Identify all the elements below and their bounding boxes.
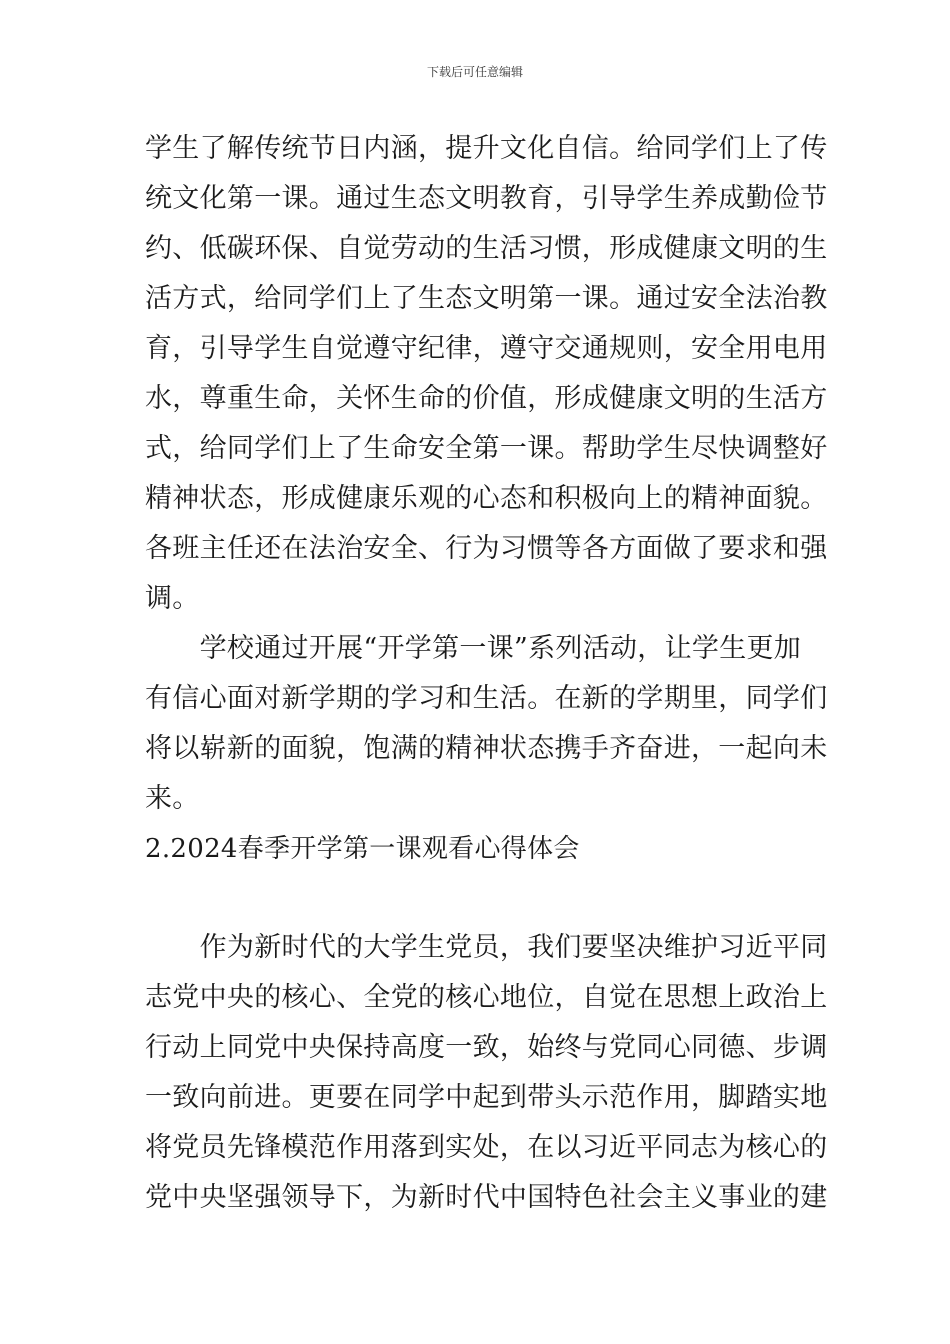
text-line: 将以崭新的面貌，饱满的精神状态携手齐奋进，一起向未 xyxy=(145,733,828,764)
text-line: 各班主任还在法治安全、行为习惯等各方面做了要求和强 xyxy=(145,533,828,564)
text-line: 有信心面对新学期的学习和生活。在新的学期里，同学们 xyxy=(145,683,828,714)
text-line: 精神状态，形成健康乐观的心态和积极向上的精神面貌。 xyxy=(145,483,828,514)
text-line: 水，尊重生命，关怀生命的价值，形成健康文明的生活方 xyxy=(145,383,828,414)
text-line: 党中央坚强领导下，为新时代中国特色社会主义事业的建 xyxy=(145,1182,828,1213)
text-line: 志党中央的核心、全党的核心地位，自觉在思想上政治上 xyxy=(145,982,828,1013)
text-line: 调。 xyxy=(145,583,200,614)
text-line: 将党员先锋模范作用落到实处，在以习近平同志为核心的 xyxy=(145,1132,828,1163)
page-header-note: 下载后可任意编辑 xyxy=(426,65,523,79)
text-line: 约、低碳环保、自觉劳动的生活习惯，形成健康文明的生 xyxy=(145,233,828,264)
text-line: 作为新时代的大学生党员，我们要坚决维护习近平同 xyxy=(145,932,828,963)
text-line: 学生了解传统节日内涵，提升文化自信。给同学们上了传 xyxy=(145,133,828,164)
text-line: 学校通过开展“开学第一课”系列活动，让学生更加 xyxy=(145,633,802,664)
text-line: 一致向前进。更要在同学中起到带头示范作用，脚踏实地 xyxy=(145,1082,828,1113)
text-line: 育，引导学生自觉遵守纪律，遵守交通规则，安全用电用 xyxy=(145,333,828,364)
text-line: 行动上同党中央保持高度一致，始终与党同心同德、步调 xyxy=(145,1032,828,1063)
text-line: 来。 xyxy=(145,783,200,814)
text-line: 统文化第一课。通过生态文明教育，引导学生养成勤俭节 xyxy=(145,183,828,214)
section-heading: 2.2024春季开学第一课观看心得体会 xyxy=(145,834,580,864)
text-line: 活方式，给同学们上了生态文明第一课。通过安全法治教 xyxy=(145,283,828,314)
text-line: 式，给同学们上了生命安全第一课。帮助学生尽快调整好 xyxy=(145,433,828,464)
